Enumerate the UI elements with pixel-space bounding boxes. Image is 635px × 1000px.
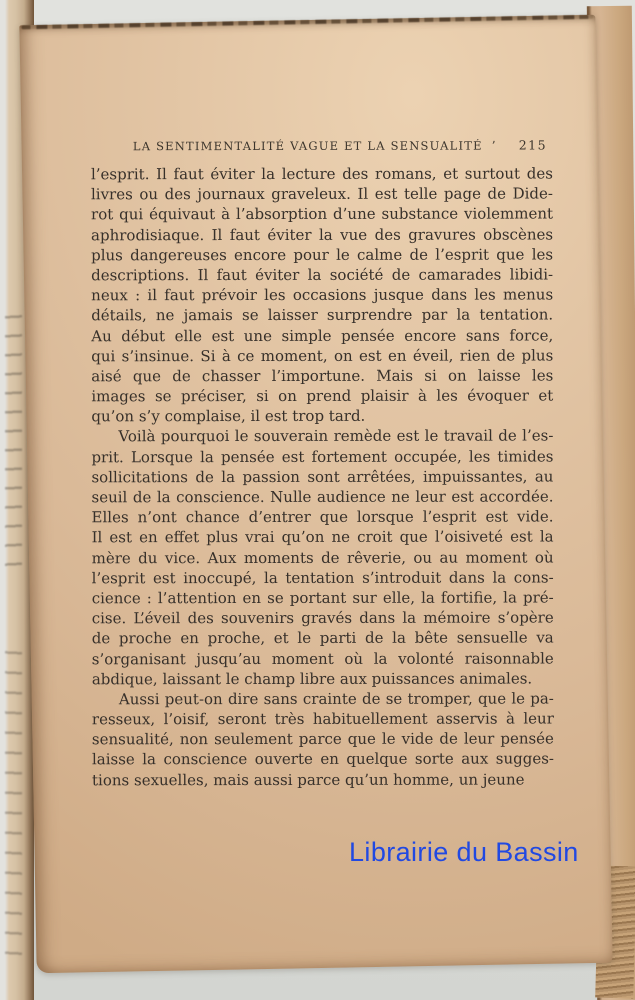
text-line: s’organisant jusqu’au moment où la volonté raisonnable [91, 648, 554, 668]
text-line: livres ou des journaux graveleux. Il est telle page de Dide- [90, 184, 553, 204]
running-header [91, 137, 553, 153]
running-header-mark: ’ [491, 138, 497, 153]
text-line: rot qui équivaut à l’absorption d’une substance violemment [90, 204, 554, 224]
paragraph [92, 688, 554, 790]
text-line: mère du vice. Aux moments de rêverie, ou au moment où [91, 548, 554, 567]
text-line: seuil de la conscience. Nulle audience ne leur est accordée. [91, 487, 554, 507]
text-line: qu’on s’y complaise, il est trop tard. [91, 407, 366, 426]
text-line: l’esprit. Il faut éviter la lecture des romans, et surtout des [90, 164, 553, 184]
text-line: images se préciser, si on prend plaisir à les évoquer et [91, 386, 554, 406]
text-line: Il est en effet plus vrai qu’on ne croit que l’oisiveté est la [91, 527, 554, 547]
text-line: prit. Lorsque la pensée est fortement occupée, les timides [91, 447, 554, 466]
text-line: l’esprit est inoccupé, la tentation s’introduit dans la cons- [91, 568, 554, 588]
text-line: cise. L’éveil des souvenirs gravés dans la mémoire s’opère [91, 608, 554, 628]
text-line: sensualité, non seulement parce que le vide de leur pensée [91, 729, 554, 749]
text-line: qui s’insinue. Si à ce moment, on est en éveil, rien de plus [91, 346, 554, 365]
facing-page-text-fragments [5, 640, 22, 970]
text-line: descriptions. Il faut éviter la société de camarades libidi- [91, 265, 554, 285]
text-line: de proche en proche, et le parti de la bête sensuelle va [91, 628, 554, 648]
text-line: aisé que de chasser l’importune. Mais si on laisse les [91, 366, 554, 386]
text-line: neux : il faut prévoir les occasions jusque dans les menus [91, 285, 554, 305]
paragraph [91, 163, 553, 426]
body-text [91, 163, 554, 790]
page-number: 215 [518, 137, 548, 153]
text-line: cience : l’attention en se portant sur elle, la fortifie, la pré- [91, 588, 554, 608]
text-line: Au début elle est une simple pensée encore sans force, [91, 325, 554, 345]
page-text-block [91, 137, 554, 790]
text-line: plus dangereuses encore pour le calme de l’esprit que les [91, 245, 554, 265]
text-line: sollicitations de la passion sont arrêtées, impuissantes, au [91, 467, 554, 487]
watermark: Librairie du Bassin [349, 837, 579, 867]
paragraph [91, 426, 553, 689]
running-header-title: LA SENTIMENTALITÉ VAGUE ET LA SENSUALITÉ [132, 138, 483, 154]
text-line: Elles n’ont chance d’entrer que lorsque l’esprit est vide. [91, 507, 554, 527]
book-page [19, 15, 612, 973]
text-line: aphrodisiaque. Il faut éviter la vue des gravures obscènes [91, 225, 554, 244]
text-line: détails, ne jamais se laisser surprendre par la tentation. [91, 305, 554, 325]
text-line: resseux, l’oisif, seront très habituellement asservis à leur [91, 709, 554, 729]
text-line: abdique, laissant le champ libre aux puissances animales. [91, 669, 533, 688]
text-line: Voilà pourquoi le souverain remède est le travail de l’es- [118, 426, 554, 446]
text-line: tions sexuelles, mais aussi parce qu’un homme, un jeune [91, 770, 525, 789]
facing-page-text-fragments [5, 305, 22, 570]
text-line: Aussi peut-on dire sans crainte de se tromper, que le pa- [118, 689, 554, 709]
text-line: laisse la conscience ouverte en quelque sorte aux sugges- [91, 749, 554, 769]
page-top-edge [21, 15, 593, 29]
